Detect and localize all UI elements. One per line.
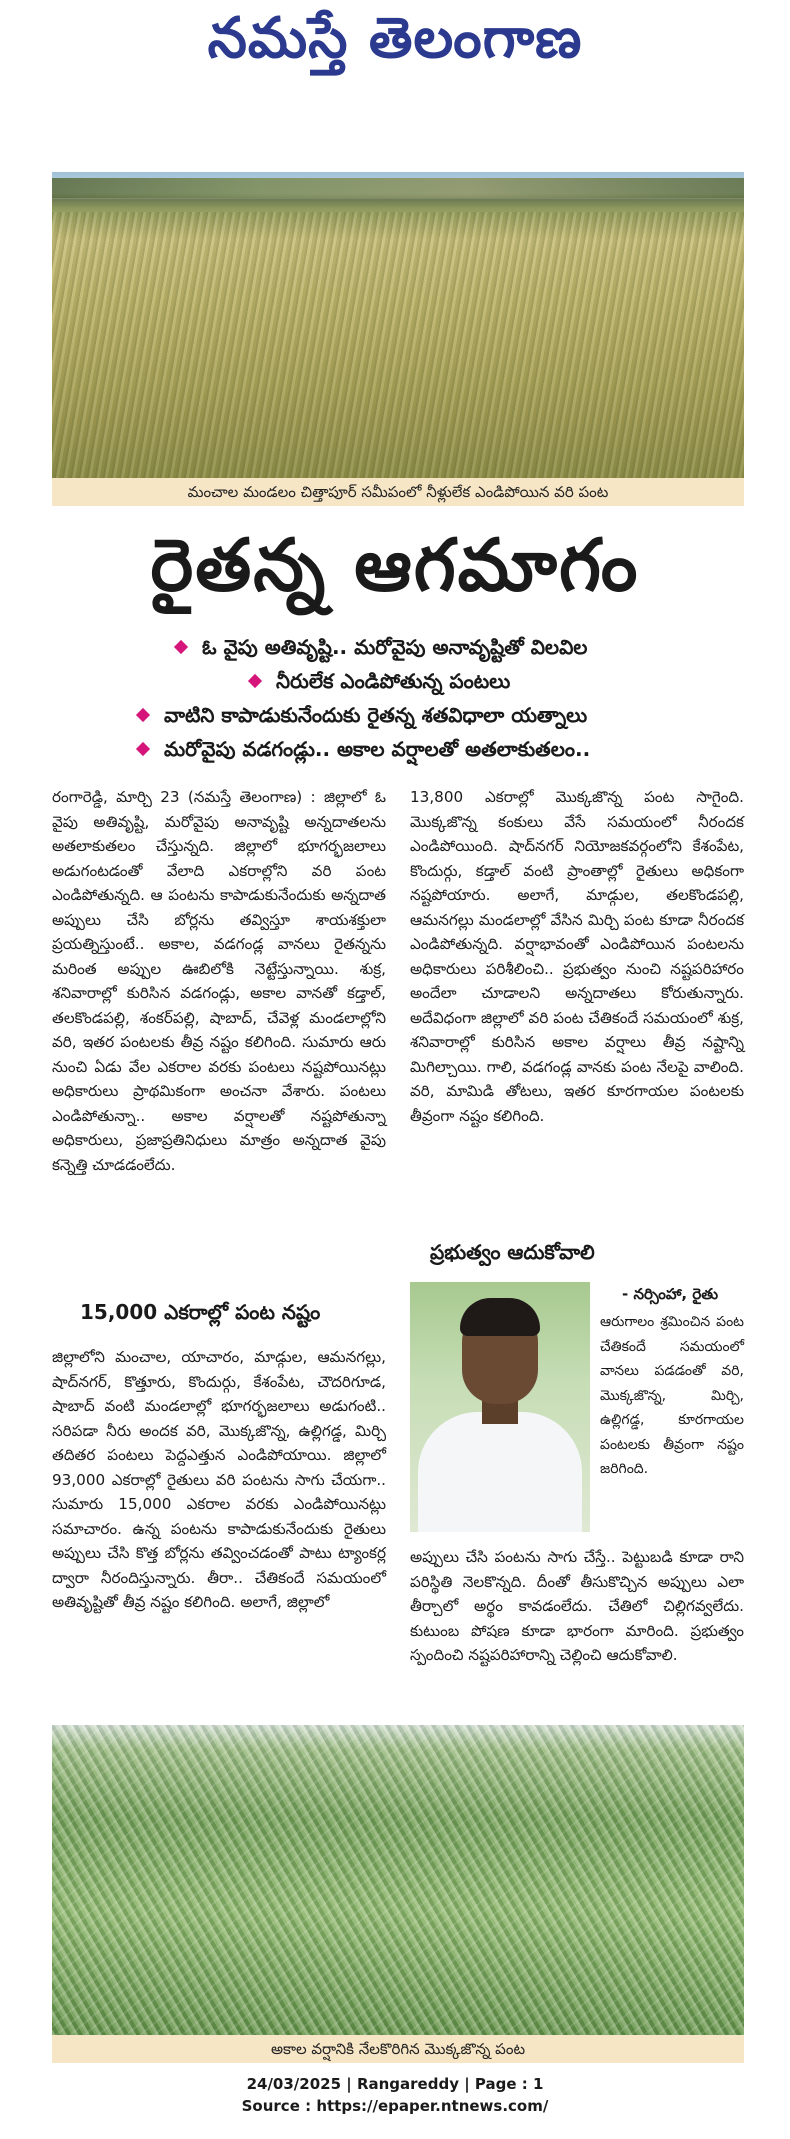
headline: రైతన్న ఆగమాగం xyxy=(150,523,640,607)
bullet-item: వాటిని కాపాడుకునేందుకు రైతన్న శతవిధాలా యత్నాలు xyxy=(138,703,587,732)
diamond-icon xyxy=(136,708,150,722)
diamond-icon xyxy=(136,742,150,756)
subheading-crop-loss: 15,000 ఎకరాల్లో పంట నష్టం xyxy=(80,1300,321,1324)
portrait-shirt xyxy=(418,1412,582,1532)
footer-date-edition: 24/03/2025 | Rangareddy | Page : 1 xyxy=(246,2075,544,2093)
footer-source: Source : https://epaper.ntnews.com/ xyxy=(241,2097,549,2115)
photo-field-texture xyxy=(52,212,744,478)
quote-text-bottom: అప్పులు చేసి పంటను సాగు చేస్తే.. పెట్టుబడి కూడా రాని పరిస్థితి నెలకొన్నది. దీంతో తీసుకొచ్చిన అప్పులు ఎలా తీర్చాలో అర్థం కావడంలేదు. చేతిలో చిల్లిగవ్వలేదు. కుటుంబ పోషణ కూడా భారంగా మారింది. ప్రభుత్వం స్పందించి నష్టపరిహారాన్ని చెల్లించి ఆదుకోవాలి. xyxy=(410,1548,744,1664)
diamond-icon xyxy=(174,640,188,654)
dried-paddy-photo xyxy=(52,172,744,478)
portrait-hair xyxy=(460,1298,540,1336)
article-paragraph: 13,800 ఎకరాల్లో మొక్కజొన్న పంట సాగైంది. మొక్కజొన్న కంకులు వేసే సమయంలో నీరందక ఎండిపోయింది. షాద్‌నగర్ నియోజకవర్గంలోని కేశంపేట, కొందుర్గు, కడ్తాల్ వంటి ప్రాంతాల్లో రైతులు అధికంగా నష్టపోయారు. అలాగే, మాడ్గుల, తలకొండపల్లి, ఆమనగల్లు మండలాల్లో వేసిన మిర్చి పంట కూడా నీరందక ఎండిపోతున్నది. వర్షాభావంతో ఎండిపోయిన పంటలను అధికారులు పరిశీలించి.. ప్రభుత్వం నుంచి నష్టపరిహారం అందేలా చూడాలని అన్నదాతలు కోరుతున్నారు. అదేవిధంగా జిల్లాలో వరి పంట చేతికందే సమయంలో శుక్ర, శనివారాల్లో కురిసిన అకాల వర్షాలు తీవ్ర నష్టాన్ని మిగిల్చాయి. గాలి, వడగండ్ల వానకు పంట నేలపై వాలింది. వరి, మామిడి తోటలు, ఇతర కూరగాయల పంటలకు తీవ్రంగా నష్టం కలిగింది. xyxy=(410,788,744,1125)
subheading-government-help: ప్రభుత్వం ఆదుకోవాలి xyxy=(430,1240,595,1264)
photo-caption-top: మంచాల మండలం చిత్తాపూర్ సమీపంలో నీళ్లులేక ఎండిపోయిన వరి పంట xyxy=(52,478,744,506)
quote-attribution: - నర్సింహా, రైతు xyxy=(622,1285,719,1303)
diamond-icon xyxy=(248,674,262,688)
page-footer xyxy=(0,2073,790,2117)
bullet-item: నీరులేక ఎండిపోతున్న పంటలు xyxy=(250,669,510,698)
photo-horizon xyxy=(52,178,744,198)
article-column-2 xyxy=(410,785,744,1128)
photo-crop-texture-overlay xyxy=(52,1725,744,2035)
newspaper-logo: నమస్తే తెలంగాణ xyxy=(207,6,583,71)
farmer-portrait xyxy=(410,1282,590,1532)
masthead xyxy=(0,0,790,90)
article-paragraph: జిల్లాలోని మంచాల, యాచారం, మాడ్గుల, ఆమనగల్లు, షాద్‌నగర్, కొత్తూరు, కొందుర్గు, కేశంపేట, చౌదరిగూడ, షాబాద్ వంటి మండలాల్లో భూగర్భజలాలు అడుగంటి.. సరిపడా నీరు అందక వరి, మొక్కజొన్న, ఉల్లిగడ్డ, మిర్చి తదితర పంటలు పెద్దఎత్తున ఎండిపోయాయి. జిల్లాలో 93,000 ఎకరాల్లో రైతులు వరి పంటను సాగు చేయగా.. సుమారు 15,000 ఎకరాల వరకు ఎండిపోయినట్లు సమాచారం. ఉన్న పంటను కాపాడుకునేందుకు రైతులు అప్పులు చేసి కొత్త బోర్లను తవ్వించడంతో పాటు ట్యాంకర్ల ద్వారా నీరందిస్తున్నారు. తీరా.. చేతికందే సమయంలో అతివృష్టితో తీవ్ర నష్టం కలిగింది. అలాగే, జిల్లాలో xyxy=(52,1348,386,1611)
bullet-item: ఓ వైపు అతివృష్టి.. మరోవైపు అనావృష్టితో విలవిల xyxy=(176,635,588,664)
article-paragraph: రంగారెడ్డి, మార్చి 23 (నమస్తే తెలంగాణ) : జిల్లాలో ఓ వైపు అతివృష్టి, మరోవైపు అనావృష్టి అన్నదాతలను అతలాకుతలం చేస్తున్నది. జిల్లాలో భూగర్భజలాలు అడుగంటడంతో వేలాది ఎకరాల్లోని వరి పంట ఎండిపోతున్నది. ఆ పంటను కాపాడుకునేందుకు అన్నదాత అప్పులు చేసి బోర్లను తవ్విస్తూ శాయశక్తులా ప్రయత్నిస్తుంటే.. అకాల, వడగండ్ల వానలు రైతన్నను మరింత అప్పుల ఊబిలోకి నెట్టేస్తున్నాయి. శుక్ర, శనివారాల్లో కురిసిన వడగండ్లు, అకాల వానతో కడ్తాల్, తలకొండపల్లి, శంకర్‌పల్లి, షాబాద్, చేవెళ్ల మండలాల్లోని వరి, ఇతర పంటలకు తీవ్ర నష్టం కలిగింది. సుమారు ఆరు నుంచి ఏడు వేల ఎకరాల వరకు పంటలు నష్టపోయినట్లు అధికారులు ప్రాథమికంగా అంచనా వేశారు. పంటలు ఎండిపోతున్నా.. అకాల వర్షాలతో నష్టపోతున్నా అధికారులు, ప్రజాప్రతినిధులు మాత్రం అన్నదాత వైపు కన్నెత్తి చూడడంలేదు. xyxy=(52,788,386,1174)
article-column-1 xyxy=(52,785,386,1177)
flattened-maize-photo xyxy=(52,1725,744,2035)
bullet-item: మరోవైపు వడగండ్లు.. అకాల వర్షాలతో అతలాకుతలం.. xyxy=(138,737,590,766)
photo-caption-bottom: అకాల వర్షానికి నేలకొరిగిన మొక్కజొన్న పంట xyxy=(52,2035,744,2063)
article-column-1-continued xyxy=(52,1345,386,1615)
quote-text-side: ఆరుగాలం శ్రమించిన పంట చేతికందే సమయంలో వానలు పడడంతో వరి, మొక్కజొన్న, మిర్చి, ఉల్లిగడ్డ, కూరగాయల పంటలకు తీవ్రంగా నష్టం జరిగింది. xyxy=(600,1314,744,1477)
